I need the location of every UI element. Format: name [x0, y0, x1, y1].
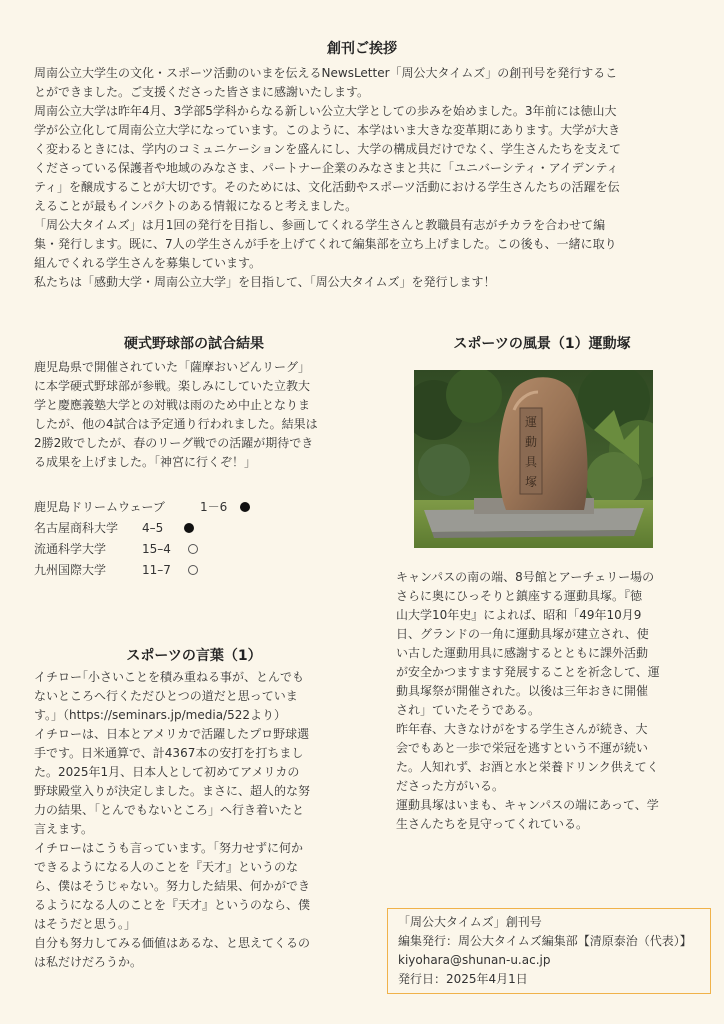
scenery-line: い古した運動用具に感謝するとともに課外活動 [396, 646, 649, 660]
scenery-title: スポーツの風景（1）運動塚 [453, 336, 631, 352]
scenery-body [396, 568, 696, 834]
intro-line: 周南公立大学生の文化・スポーツ活動のいまを伝えるNewsLetter「周公大タイムズ」の創刊号を発行するこ [34, 66, 618, 80]
baseball-line: したが、他の4試合は予定通り行われました。結果は [34, 417, 318, 431]
intro-line: とができました。ご支援くださった皆さまに感謝いたします。 [34, 85, 370, 99]
loss-mark-icon [188, 544, 198, 554]
result-team: 九州国際大学 [34, 563, 107, 577]
undogu-zuka-photo [414, 370, 653, 548]
result-score: 15–4 [142, 542, 171, 556]
intro-line: 周南公立大学は昨年4月、3学部5学科からなる新しい公立大学としての歩みを始めました。3年前には徳山大 [34, 104, 617, 118]
words-line: ないところへ行くただひとつの道だと思っていま [34, 689, 298, 703]
colophon-email[interactable]: kiyohara@shunan-u.ac.jp [398, 953, 551, 967]
baseball-line: 鹿児島県で開催されていた「薩摩おいどんリーグ」 [34, 360, 311, 374]
inscription-char-4: 塚 [524, 475, 538, 489]
scenery-line: た。人知れず、お酒と水と栄養ドリンク供えてく [396, 760, 659, 774]
result-team: 流通科学大学 [34, 542, 107, 556]
result-row [34, 560, 294, 581]
words-line: イチローはこうも言っています。「努力せずに何か [34, 841, 304, 855]
baseball-results [34, 497, 294, 581]
intro-line: えることが最もインパクトのある情報になると考えました。 [34, 199, 358, 213]
intro-body [34, 64, 694, 292]
words-line: イチローは、日本とアメリカで活躍したプロ野球選 [34, 727, 310, 741]
colophon-issue: 「周公大タイムズ」創刊号 [398, 915, 542, 929]
words-body [34, 668, 364, 972]
baseball-line: 2勝2敗でしたが、春のリーグ戦での活躍が期待でき [34, 436, 314, 450]
intro-line: くださっている保護者や地域のみなさま、パートナー企業のみなさまと共に「ユニバーシティ・アイデンティ [34, 161, 619, 175]
result-team: 名古屋商科大学 [34, 521, 119, 535]
words-line: 力の結果、「とんでもないところ」へ行き着いたと [34, 803, 305, 817]
baseball-line: に本学硬式野球部が参戦。楽しみにしていた立教大 [34, 379, 311, 393]
scenery-line: が安全かつますます発展することを祈念して、運 [396, 665, 660, 679]
words-line: す。」（https://seminars.jp/media/522より） [34, 708, 286, 722]
words-title: スポーツの言葉（1） [126, 648, 262, 664]
baseball-line: 学と慶應義塾大学との対戦は雨のため中止となりま [34, 398, 311, 412]
inscription-char-3: 具 [524, 455, 538, 469]
words-line: ら、僕はそうじゃない。努力した結果、何かができ [34, 879, 311, 893]
intro-line: 組んでくれる学生さんを募集しています。 [34, 256, 262, 270]
result-row [34, 518, 294, 539]
scenery-line: 日、グランドの一角に運動具塚が建立され、使 [396, 627, 649, 641]
scenery-line: 生さんたちを見守ってくれている。 [396, 817, 589, 831]
intro-line: 私たちは「感動大学・周南公立大学」を目指して、「周公大タイムズ」を発行します！ [34, 275, 496, 289]
scenery-line: キャンパスの南の端、8号館とアーチェリー場の [396, 570, 655, 584]
scenery-line: 昨年春、大きなけがをする学生さんが続き、大 [396, 722, 648, 736]
colophon-publisher: 編集発行：周公大タイムズ編集部【清原泰治（代表）】 [398, 934, 692, 948]
scenery-line: 山大学10年史』によれば、昭和「49年10月9 [396, 608, 642, 622]
words-line: た。2025年1月、日本人として初めてアメリカの [34, 765, 300, 779]
result-score: 4–5 [142, 521, 164, 535]
words-line: るようになる人のことを『天才』というのなら、僕 [34, 898, 311, 912]
colophon-date: 発行日：2025年4月1日 [398, 972, 528, 986]
words-line: は私だけだろうか。 [34, 955, 143, 969]
result-score: 1－6 [200, 500, 228, 514]
scenery-line: さらに奥にひっそりと鎮座する運動具塚。『徳 [396, 589, 643, 603]
win-mark-icon [240, 502, 250, 512]
result-row [34, 539, 294, 560]
result-score: 11–7 [142, 563, 171, 577]
intro-line: ティ」を醸成することが大切です。そのためには、文化活動やスポーツ活動における学生さんたちの活躍を伝 [34, 180, 620, 194]
intro-line: 「周公大タイムズ」は月1回の発行を目指し、参画してくれる学生さんと教職員有志がチカラを合わせて編 [34, 218, 606, 232]
words-line: 手です。日米通算で、計4367本の安打を打ちまし [34, 746, 304, 760]
words-line: 言えます。 [34, 822, 94, 836]
baseball-line: る成果を上げました。「神宮に行くぞ！」 [34, 455, 257, 469]
words-line: できるようになる人のことを『天才』というのな [34, 860, 299, 874]
words-line: 野球殿堂入りが決定しました。まさに、超人的な努 [34, 784, 311, 798]
intro-title: 創刊ご挨拶 [327, 41, 397, 57]
baseball-title: 硬式野球部の試合結果 [124, 336, 264, 352]
scenery-line: ださった方がいる。 [396, 779, 505, 793]
intro-line: く変わるときには、学内のコミュニケーションを盛んにし、大学の構成員だけでなく、学生さんたちを支えて [34, 142, 622, 156]
colophon-box [387, 908, 711, 994]
win-mark-icon [184, 523, 194, 533]
scenery-line: され」ていたそうである。 [396, 703, 541, 717]
result-row [34, 497, 294, 518]
words-line: はそうだと思う。」 [34, 917, 137, 931]
inscription-char-1: 運 [524, 415, 538, 429]
scenery-line: 運動具塚はいまも、キャンパスの端にあって、学 [396, 798, 659, 812]
baseball-body [34, 358, 364, 472]
words-line: 自分も努力してみる価値はあるな、と思えてくるの [34, 936, 311, 950]
words-line: イチロー｢小さいことを積み重ねる事が、とんでも [34, 670, 305, 684]
result-team: 鹿児島ドリームウェーブ [34, 500, 165, 514]
inscription-char-2: 動 [524, 435, 538, 449]
loss-mark-icon [188, 565, 198, 575]
scenery-line: 会でもあと一歩で栄冠を逃すという不運が続い [396, 741, 649, 755]
intro-line: 集・発行します。既に、7人の学生さんが手を上げてくれて編集部を立ち上げました。この後も、一緒に取り [34, 237, 617, 251]
scenery-line: 動具塚祭が開催された。以後は三年おきに開催 [396, 684, 649, 698]
intro-line: 学が公立化して周南公立大学になっています。このように、本学はいま大きな変革期にあります。大学が大き [34, 123, 621, 137]
